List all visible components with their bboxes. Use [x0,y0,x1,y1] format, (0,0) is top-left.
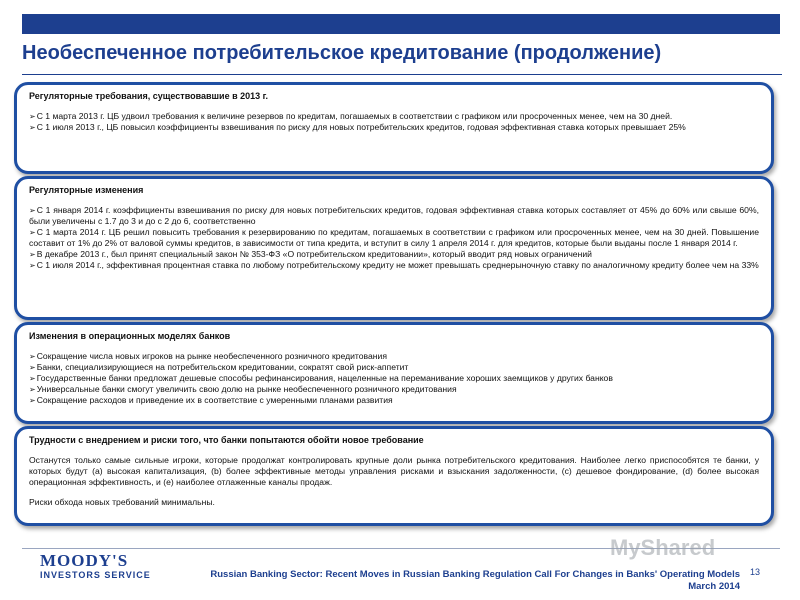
panel-heading: Изменения в операционных моделях банков [29,331,231,341]
panel-regulatory-changes [14,176,774,320]
panel-heading: Трудности с внедрением и риски того, что банки попытаются обойти новое требование [29,435,424,445]
list-item: ➢ Сокращение числа новых игроков на рынке необеспеченного розничного кредитования [29,351,759,362]
list-item: ➢ С 1 марта 2013 г. ЦБ удвоил требования к величине резервов по кредитам, погашаемых в соответствии с графиком или просроченных менее, чем на 30 дней. [29,111,759,122]
page-title: Необеспеченное потребительское кредитование (продолжение) [22,42,662,64]
list-item: ➢ С 1 июля 2013 г., ЦБ повысил коэффициенты взвешивания по риску для новых потребительских кредитов, годовая эффективная ставка которых превышает 25% [29,122,759,133]
panel-regulatory-requirements-2013 [14,82,774,174]
list-item: ➢ Сокращение расходов и приведение их в соответствие с умеренными планами развития [29,395,759,406]
panel-heading: Регуляторные изменения [29,185,144,195]
panel-operating-model-changes [14,322,774,424]
logo-main-text: MOODY'S [40,551,129,570]
list-item: ➢ С 1 января 2014 г. коэффициенты взвешивания по риску для новых потребительских кредитов, годовая эффективная ставка которых составляет от 45% до 60% или свыше 60%, были увеличены с 1.7 до 3 и до с 2 до 6, соответственно [29,205,759,227]
panel-implementation-risks [14,426,774,526]
watermark: MyShared [610,535,716,560]
logo-sub-text: INVESTORS SERVICE [40,570,151,580]
paragraph: Останутся только самые сильные игроки, которые продолжат контролировать крупные доли рынка потребительского кредитования. Наиболее легко приспособятся те банки, у которых будут (a) высокая капитализация, (b) более эффективные методы управления рисками и взыскания задолженности, (c) дешевое фондирование, (d) более высокая операционная эффективность, и (e) наиболее отлаженные каналы продаж. [29,455,759,487]
report-line: Russian Banking Sector: Recent Moves in Russian Banking Regulation Call For Changes in Banks' Operating Models [210,569,740,580]
list-item: ➢ В декабре 2013 г., был принят специальный закон № 353-ФЗ «О потребительском кредитовании», который вводит ряд новых ограничений [29,249,759,260]
list-item: ➢ С 1 марта 2014 г. ЦБ решил повысить требования к резервированию по кредитам, погашаемых в соответствии с графиком или просроченных менее, чем на 30 дней. Повышение составит от 1% до 2% от валовой суммы кредитов, в зависимости от типа кредита, и вступит в силу 1 апреля 2014 г. для кредитов, которые были выданы после 1 января 2014 г. [29,227,759,249]
paragraph: Риски обхода новых требований минимальны. [29,497,215,507]
header-bar [22,14,780,34]
moodys-logo [40,552,151,580]
page-number: 13 [750,567,761,577]
list-item: ➢ Государственные банки предложат дешевые способы рефинансирования, нацеленные на переманивание хороших заемщиков у других банков [29,373,759,384]
list-item: ➢ С 1 июля 2014 г., эффективная процентная ставка по любому потребительскому кредиту не может превышать среднерыночную ставку по аналогичному кредиту более чем на 33% [29,260,759,271]
title-divider [22,74,782,75]
report-date: March 2014 [688,581,740,592]
panel-heading: Регуляторные требования, существовавшие в 2013 г. [29,91,269,101]
footer-report-title [160,569,740,593]
list-item: ➢ Банки, специализирующиеся на потребительском кредитовании, сократят свой риск-аппетит [29,362,759,373]
list-item: ➢ Универсальные банки смогут увеличить свою долю на рынке необеспеченного розничного кредитования [29,384,759,395]
